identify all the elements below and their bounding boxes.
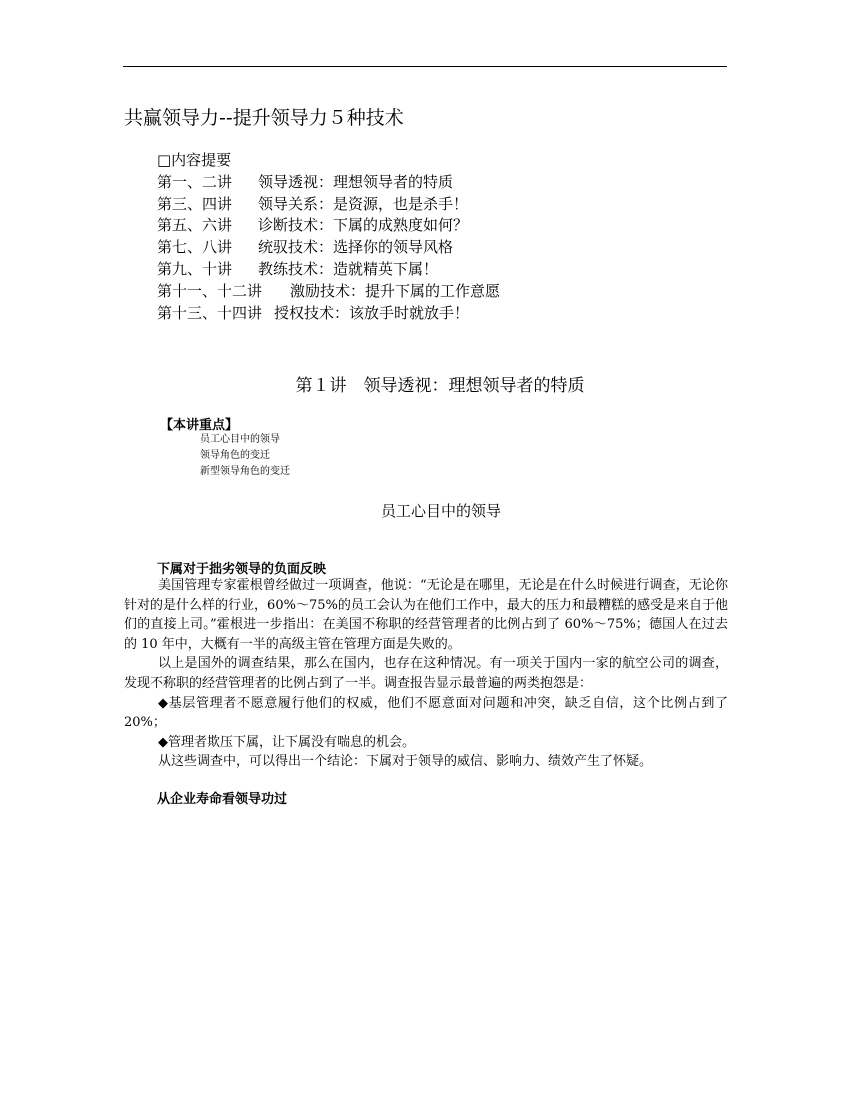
- toc-item: [157, 259, 500, 281]
- toc-item: [157, 237, 500, 259]
- body-text: [124, 576, 728, 772]
- toc-item: [157, 215, 500, 237]
- paragraph: 美国管理专家霍根曾经做过一项调查，他说：“无论是在哪里，无论是在什么时候进行调查，无论你针对的是什么样的行业，60%～75%的员工会认为在他们工作中，最大的压力和最糟糕的感受是来自于他们的直接上司。”霍根进一步指出：在美国不称职的经营管理者的比例占到了 60%～75%；德国人在过去的 10 年中，大概有一半的高级主管在管理方面是失败的。: [124, 578, 728, 652]
- paragraph: ◆基层管理者不愿意履行他们的权威，他们不愿意面对问题和冲突，缺乏自信，这个比例占到了 20%；: [124, 695, 728, 731]
- toc-topic: 诊断技术：下属的成熟度如何？: [258, 216, 469, 235]
- toc-item: [157, 194, 500, 216]
- keypoint-item: 员工心目中的领导: [200, 434, 280, 445]
- toc-topic: 激励技术：提升下属的工作意愿: [290, 281, 501, 300]
- keypoint-item: 领导角色的变迁: [200, 450, 270, 461]
- toc-lecture: 第三、四讲: [157, 194, 233, 213]
- paragraph: ◆管理者欺压下属，让下属没有喘息的机会。: [158, 734, 415, 750]
- toc-item: [157, 281, 500, 303]
- keypoint-item: 新型领导角色的变迁: [200, 466, 290, 477]
- paragraph: 以上是国外的调查结果，那么在国内，也存在这种情况。有一项关于国内一家的航空公司的调查，发现不称职的经营管理者的比例占到了一半。调查报告显示最普遍的两类抱怨是：: [124, 656, 728, 691]
- toc-topic: 统驭技术：选择你的领导风格: [258, 238, 454, 257]
- toc-lecture: 第五、六讲: [157, 216, 233, 235]
- lecture-title: 第１讲 领导透视：理想领导者的特质: [295, 376, 585, 396]
- toc-topic: 教练技术：造就精英下属！: [258, 259, 439, 278]
- paragraph: 从这些调查中，可以得出一个结论：下属对于领导的威信、影响力、绩效产生了怀疑。: [158, 754, 653, 770]
- table-of-contents: [157, 150, 500, 324]
- subheading-negative-reaction: 下属对于拙劣领导的负面反映: [157, 562, 327, 577]
- section-title: 员工心目中的领导: [380, 502, 501, 520]
- toc-lecture: 第十三、十四讲: [157, 303, 263, 322]
- subheading-enterprise-lifespan: 从企业寿命看领导功过: [157, 792, 288, 807]
- toc-header: □内容提要: [157, 151, 232, 169]
- toc-topic: 领导关系：是资源，也是杀手！: [258, 194, 469, 213]
- keypoints-label: 【本讲重点】: [160, 418, 239, 433]
- keypoints-list: [200, 432, 290, 480]
- toc-lecture: 第一、二讲: [157, 172, 233, 191]
- toc-lecture: 第七、八讲: [157, 238, 233, 257]
- toc-item: [157, 172, 500, 194]
- toc-item: [157, 303, 500, 325]
- toc-topic: 授权技术：该放手时就放手！: [274, 303, 470, 322]
- header-rule: [123, 66, 727, 67]
- toc-lecture: 第九、十讲: [157, 259, 233, 278]
- document-title: 共赢领导力--提升领导力５种技术: [124, 107, 404, 129]
- toc-lecture: 第十一、十二讲: [157, 281, 263, 300]
- toc-topic: 领导透视：理想领导者的特质: [258, 172, 454, 191]
